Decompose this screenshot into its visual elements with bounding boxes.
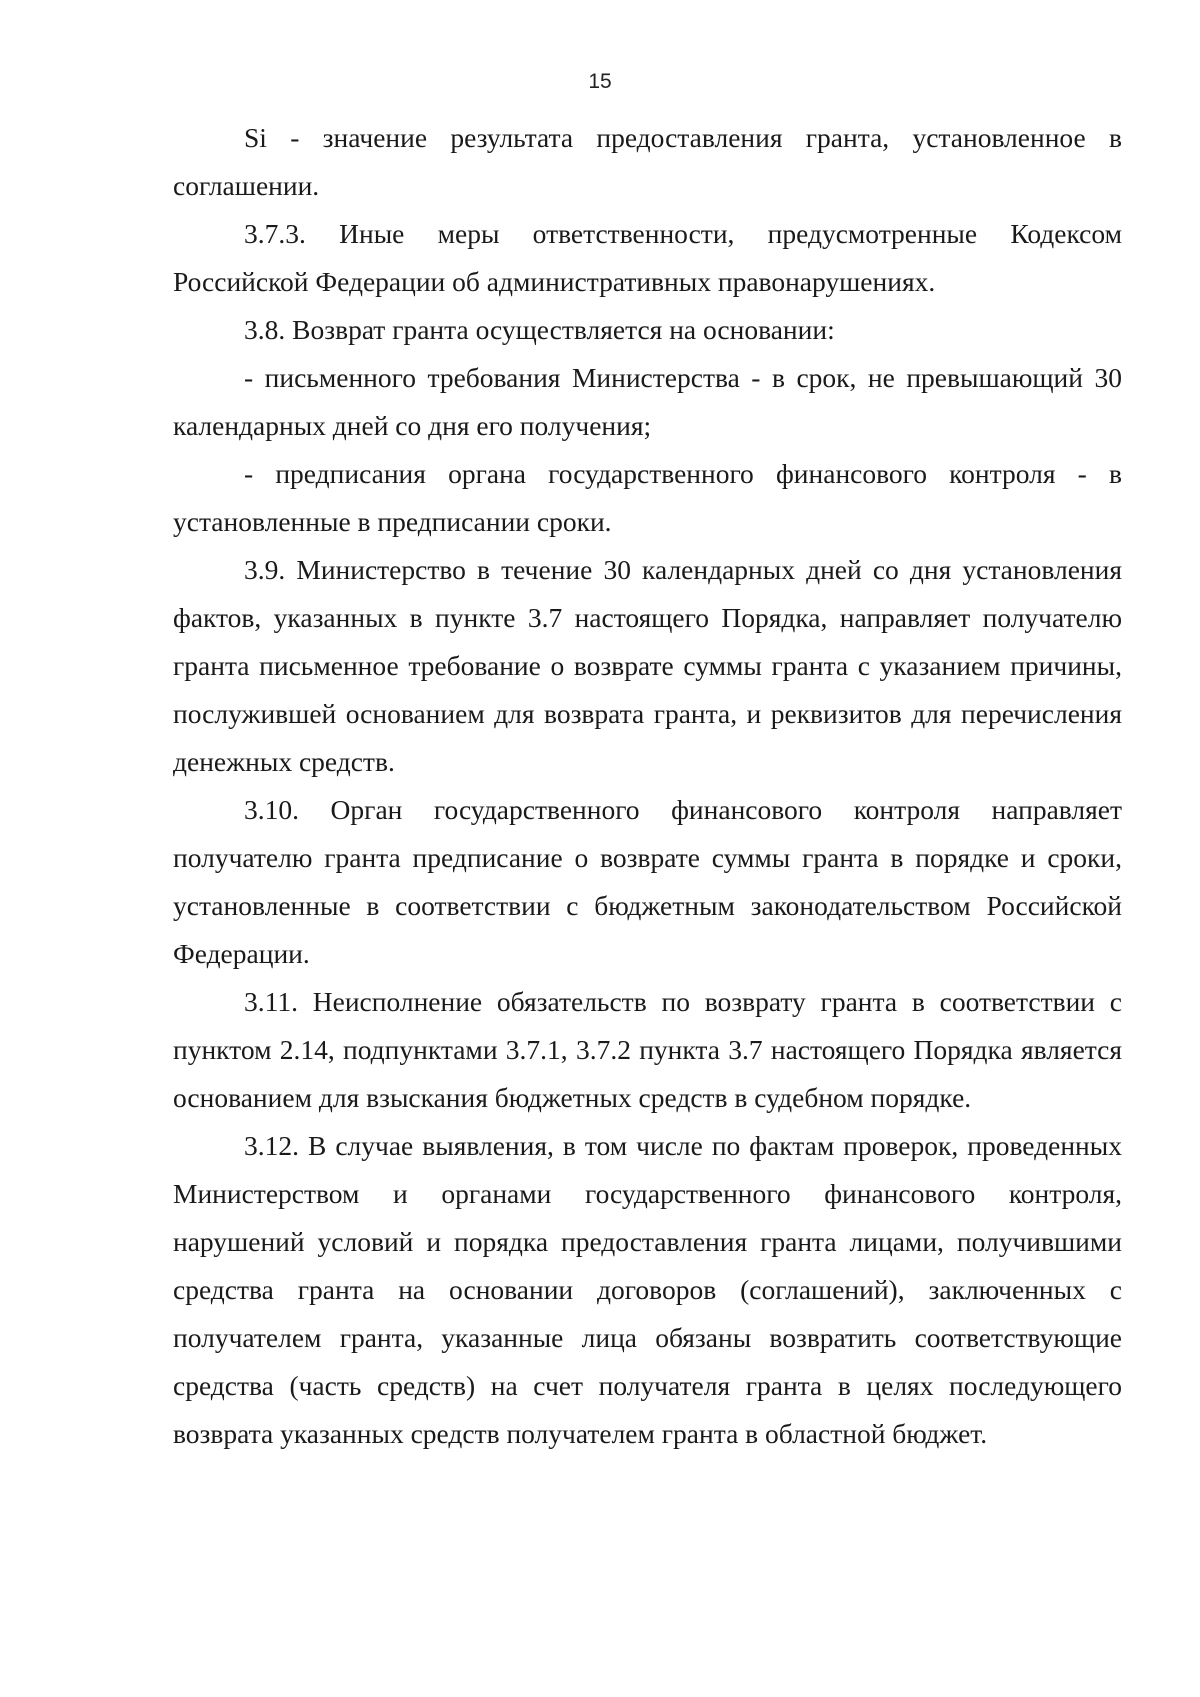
document-body <box>173 114 1122 1458</box>
list-item-control-order: - предписания органа государственного финансового контроля - в установленные в предписании сроки. <box>173 458 1122 537</box>
page-number: 15 <box>588 70 612 93</box>
paragraph-3-11: 3.11. Неисполнение обязательств по возврату гранта в соответствии с пунктом 2.14, подпунктами 3.7.1, 3.7.2 пункта 3.7 настоящего Порядка является основанием для взыскания бюджетных средств в судебном порядке. <box>173 986 1122 1113</box>
paragraph-3-8: 3.8. Возврат гранта осуществляется на основании: <box>244 314 835 345</box>
paragraph-3-10: 3.10. Орган государственного финансового контроля направляет получателю гранта предписание о возврате суммы гранта в порядке и сроки, установленные в соответствии с бюджетным законодательством Российской Федерации. <box>173 794 1122 969</box>
list-item-written-demand: - письменного требования Министерства - в срок, не превышающий 30 календарных дней со дня его получения; <box>173 362 1122 441</box>
paragraph-si-definition: Si - значение результата предоставления гранта, установленное в соглашении. <box>173 122 1122 201</box>
paragraph-3-9: 3.9. Министерство в течение 30 календарных дней со дня установления фактов, указанных в пункте 3.7 настоящего Порядка, направляет получателю гранта письменное требование о возврате суммы гранта с указанием причины, послужившей основанием для возврата гранта, и реквизитов для перечисления денежных средств. <box>173 554 1122 777</box>
paragraph-3-12: 3.12. В случае выявления, в том числе по фактам проверок, проведенных Министерством и органами государственного финансового контроля, нарушений условий и порядка предоставления гранта лицами, получившими средства гранта на основании договоров (соглашений), заключенных с получателем гранта, указанные лица обязаны возвратить соответствующие средства (часть средств) на счет получателя гранта в целях последующего возврата указанных средств получателем гранта в областной бюджет. <box>173 1130 1122 1449</box>
paragraph-3-7-3: 3.7.3. Иные меры ответственности, предусмотренные Кодексом Российской Федерации об административных правонарушениях. <box>173 218 1122 297</box>
